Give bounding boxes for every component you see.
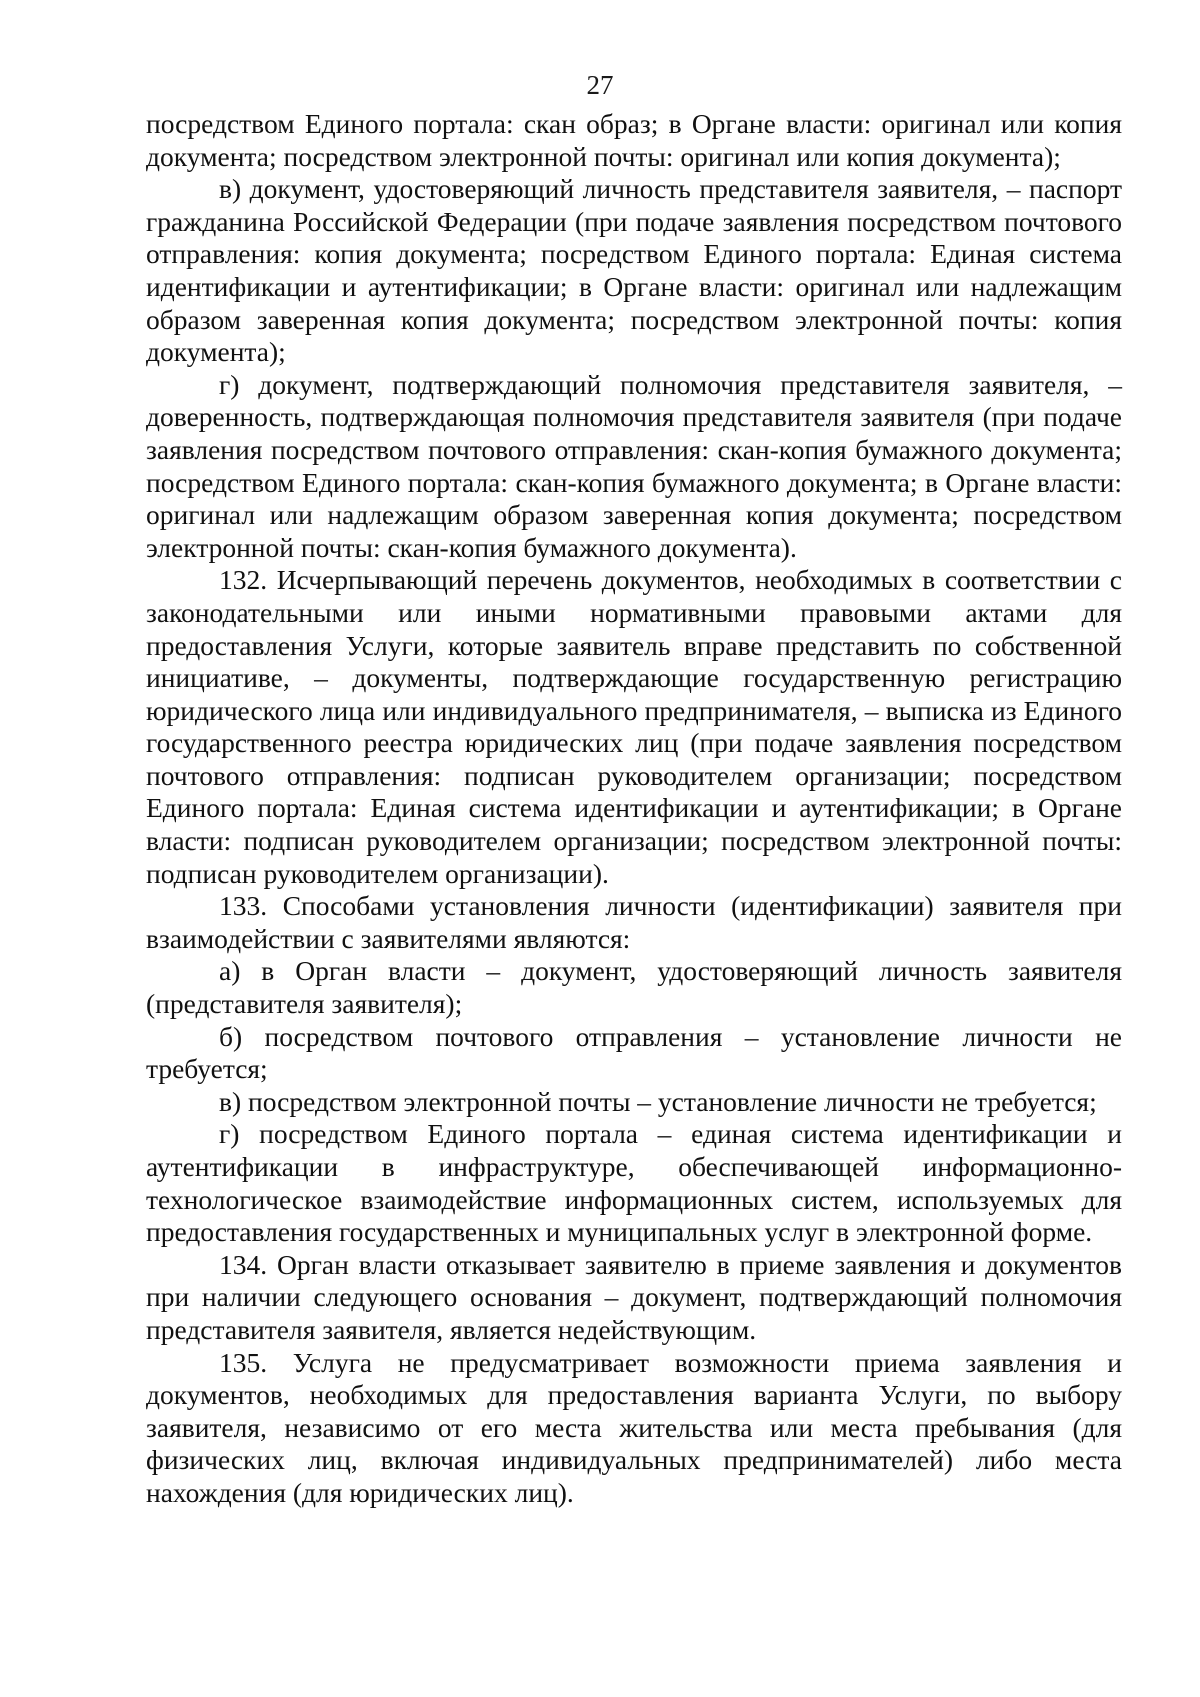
page-number: 27 xyxy=(586,70,614,100)
paragraph-item-g-representative-authority: г) документ, подтверждающий полномочия представителя заявителя, – доверенность, подтверждающая полномочия представителя заявителя (при подаче заявления посредством почтового отправления: скан-копия бумажного документа; посредством Единого портала: скан-копия бумажного документа; в Органе власти: оригинал или надлежащим образом заверенная копия документа; посредством электронной почты: скан-копия бумажного документа). xyxy=(146,368,1122,563)
paragraph-132: 132. Исчерпывающий перечень документов, необходимых в соответствии с законодательными или иными нормативными правовыми актами для предоставления Услуги, которые заявитель вправе представить по собственной инициативе, – документы, подтверждающие государственную регистрацию юридического лица или индивидуального предпринимателя, – выписка из Единого государственного реестра юридических лиц (при подаче заявления посредством почтового отправления: подписан руководителем организации; посредством Единого портала: Единая система идентификации и аутентификации; в Органе власти: подписан руководителем организации; посредством электронной почты: подписан руководителем организации). xyxy=(146,564,1122,889)
paragraph-133-item-b: б) посредством почтового отправления – установление личности не требуется; xyxy=(146,1020,1122,1085)
paragraph-133-item-g: г) посредством Единого портала – единая система идентификации и аутентификации в инфраструктуре, обеспечивающей информационно-технологическое взаимодействие информационных систем, используемых для предоставления государственных и муниципальных услуг в электронной форме. xyxy=(146,1118,1122,1248)
paragraph-134: 134. Орган власти отказывает заявителю в приеме заявления и документов при наличии следующего основания – документ, подтверждающий полномочия представителя заявителя, является недействующим. xyxy=(146,1248,1122,1345)
paragraph-item-v-representative-identity: в) документ, удостоверяющий личность представителя заявителя, – паспорт гражданина Российской Федерации (при подаче заявления посредством почтового отправления: копия документа; посредством Единого портала: Единая система идентификации и аутентификации; в Органе власти: оригинал или надлежащим образом заверенная копия документа; посредством электронной почты: копия документа); xyxy=(146,173,1122,368)
paragraph-133-item-v: в) посредством электронной почты – установление личности не требуется; xyxy=(219,1085,1097,1117)
paragraph-133-item-a: а) в Орган власти – документ, удостоверяющий личность заявителя (представителя заявителя); xyxy=(146,955,1122,1020)
paragraph-133: 133. Способами установления личности (идентификации) заявителя при взаимодействии с заявителями являются: xyxy=(146,890,1122,954)
paragraph-continuation: посредством Единого портала: скан образ; в Органе власти: оригинал или копия документа; посредством электронной почты: оригинал или копия документа); xyxy=(146,108,1122,172)
paragraph-135: 135. Услуга не предусматривает возможности приема заявления и документов, необходимых для предоставления варианта Услуги, по выбору заявителя, независимо от его места жительства или места пребывания (для физических лиц, включая индивидуальных предпринимателей) либо места нахождения (для юридических лиц). xyxy=(146,1346,1122,1508)
document-body xyxy=(146,108,1122,1510)
